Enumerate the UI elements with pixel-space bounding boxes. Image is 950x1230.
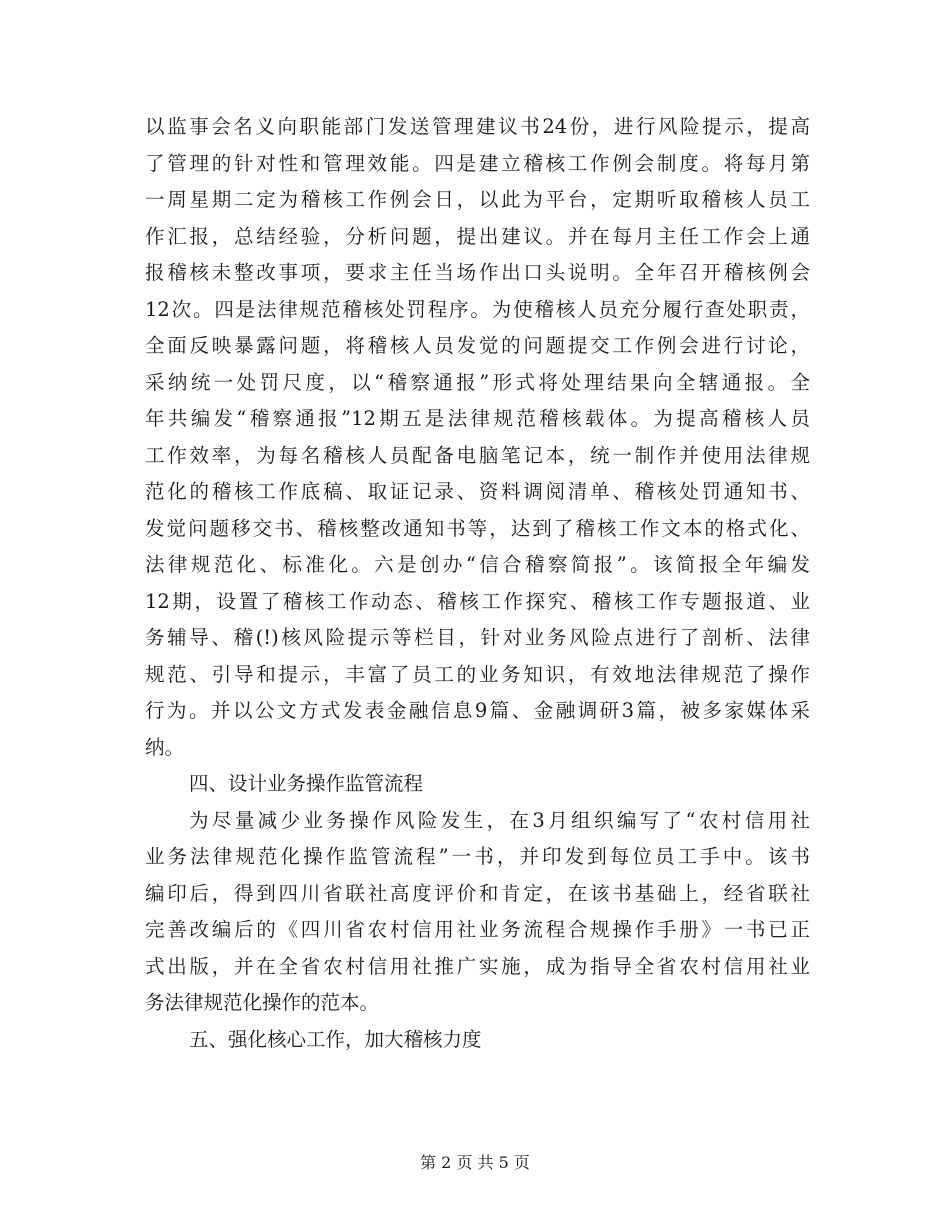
paragraph-line: 业务法律规范化操作监管流程”一书，并印发到每位员工手中。该书 [145,845,810,868]
paragraph-line: 作汇报，总结经验，分析问题，提出建议。并在每月主任工作会上通 [145,224,810,248]
paragraph-line: 为尽量减少业务操作风险发生，在3月组织编写了“农村信用社 [189,808,810,832]
page-number: 第 2 页 共 5 页 [420,1153,530,1172]
paragraph-line: 法律规范化、标准化。六是创办“信合稽察简报”。该简报全年编发 [145,553,810,576]
paragraph-line: 年共编发“稽察通报”12期五是法律规范稽核载体。为提高稽核人员 [145,407,810,430]
paragraph-line: 一周星期二定为稽核工作例会日，以此为平台，定期听取稽核人员工 [145,188,810,211]
paragraph-line: 发觉问题移交书、稽核整改通知书等，达到了稽核工作文本的格式化、 [145,516,810,540]
paragraph-line: 12期，设置了稽核工作动态、稽核工作探究、稽核工作专题报道、业 [145,589,810,613]
paragraph-line: 规范、引导和提示，丰富了员工的业务知识，有效地法律规范了操作 [145,662,810,686]
paragraph-line: 完善改编后的《四川省农村信用社业务流程合规操作手册》一书已正 [145,918,810,941]
section-heading: 五、强化核心工作，加大稽核力度 [189,1027,482,1051]
paragraph-line: 式出版，并在全省农村信用社推广实施，成为指导全省农村信用社业 [145,954,810,978]
paragraph-line: 编印后，得到四川省联社高度评价和肯定，在该书基础上，经省联社 [145,881,810,905]
paragraph-line: 行为。并以公文方式发表金融信息9篇、金融调研3篇，被多家媒体采 [145,699,810,722]
paragraph-line: 12次。四是法律规范稽核处罚程序。为使稽核人员充分履行查处职责， [145,297,810,321]
document-body [145,109,810,1058]
paragraph-line: 全面反映暴露问题，将稽核人员发觉的问题提交工作例会进行讨论， [145,334,810,357]
paragraph-line: 务法律规范化操作的范本。 [145,991,380,1014]
paragraph-line: 务辅导、稽(!)核风险提示等栏目，针对业务风险点进行了剖析、法律 [145,626,810,649]
paragraph-line: 纳。 [145,735,185,759]
paragraph-line: 工作效率，为每名稽核人员配备电脑笔记本，统一制作并使用法律规 [145,443,810,467]
paragraph-line: 了管理的针对性和管理效能。四是建立稽核工作例会制度。将每月第 [145,151,810,175]
paragraph-line: 范化的稽核工作底稿、取证记录、资料调阅清单、稽核处罚通知书、 [145,480,810,503]
paragraph-line: 采纳统一处罚尺度，以“稽察通报”形式将处理结果向全辖通报。全 [145,370,810,394]
paragraph-line: 报稽核未整改事项，要求主任当场作出口头说明。全年召开稽核例会 [145,261,810,284]
section-heading: 四、设计业务操作监管流程 [189,772,424,795]
paragraph-line: 以监事会名义向职能部门发送管理建议书24份，进行风险提示，提高 [145,115,810,138]
